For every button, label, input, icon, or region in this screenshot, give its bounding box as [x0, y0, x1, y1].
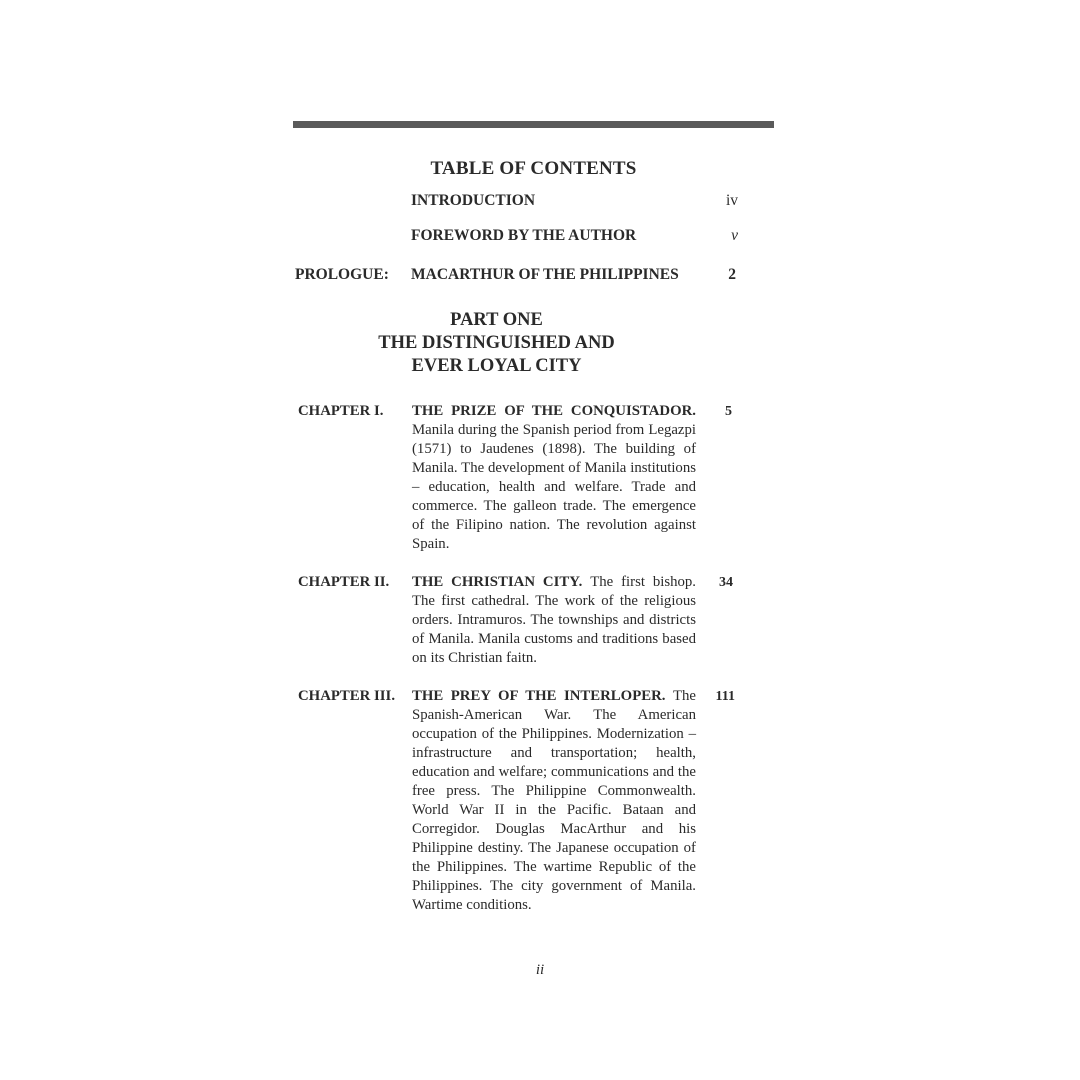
- page-number: ii: [535, 962, 545, 978]
- entry-title: FOREWORD BY THE AUTHOR: [411, 227, 637, 244]
- toc-chapter-1: [298, 402, 738, 557]
- chapter-description: The first bishop. The first cathedral. The work of the religious orders. Intramuros. The townships and districts of Manila. Manila customs and traditions based on its Christian faitn.: [412, 574, 697, 666]
- chapter-text: [412, 402, 696, 554]
- toc-chapter-2: [298, 573, 738, 668]
- toc-chapter-3: [298, 687, 738, 937]
- chapter-title: THE PRIZE OF THE CONQUISTADOR.: [412, 403, 696, 419]
- chapter-label: CHAPTER II.: [298, 574, 390, 590]
- entry-label: PROLOGUE:: [295, 266, 389, 283]
- chapter-page: 34: [719, 575, 733, 590]
- toc-entry-foreword: [295, 227, 738, 247]
- part-title-line-1: THE DISTINGUISHED AND: [378, 333, 615, 353]
- part-heading: [293, 309, 700, 378]
- part-title-line-2: EVER LOYAL CITY: [411, 356, 582, 376]
- toc-heading: TABLE OF CONTENTS: [430, 158, 637, 179]
- chapter-label: CHAPTER III.: [298, 688, 396, 704]
- chapter-text: [412, 573, 696, 668]
- chapter-description: Manila during the Spanish period from Legazpi (1571) to Jaudenes (1898). The building of Manila. The development of Manila institutions – education, health and welfare. Trade and commerce. The galleon trade. The emergence of the Filipino nation. The revolution against Spain.: [412, 422, 696, 552]
- toc-entry-introduction: [295, 192, 738, 212]
- chapter-label: CHAPTER I.: [298, 403, 384, 419]
- entry-title: MACARTHUR OF THE PHILIPPINES: [411, 266, 679, 283]
- entry-title: INTRODUCTION: [411, 192, 536, 209]
- chapter-title: THE CHRISTIAN CITY.: [412, 574, 591, 590]
- entry-page: iv: [725, 192, 738, 209]
- chapter-page: 111: [715, 689, 735, 704]
- entry-page: 2: [728, 266, 736, 283]
- chapter-text: [412, 687, 696, 915]
- entry-page: v: [731, 227, 738, 244]
- top-rule: [293, 121, 774, 128]
- toc-entry-prologue: [295, 266, 736, 286]
- chapter-title: THE PREY OF THE INTERLOPER.: [412, 688, 673, 704]
- part-number: PART ONE: [450, 310, 543, 330]
- chapter-page: 5: [725, 404, 732, 419]
- chapter-description: The Spanish-American War. The American occupation of the Philippines. Modernization – infrastructure and transportation; health, education and welfare; communications and the free press. The Philippine Commonwealth. World War II in the Pacific. Bataan and Corregidor. Douglas MacArthur and his Philippine destiny. The Japanese occupation of the Philippines. The wartime Republic of the Philippines. The city government of Manila. Wartime conditions.: [412, 688, 696, 913]
